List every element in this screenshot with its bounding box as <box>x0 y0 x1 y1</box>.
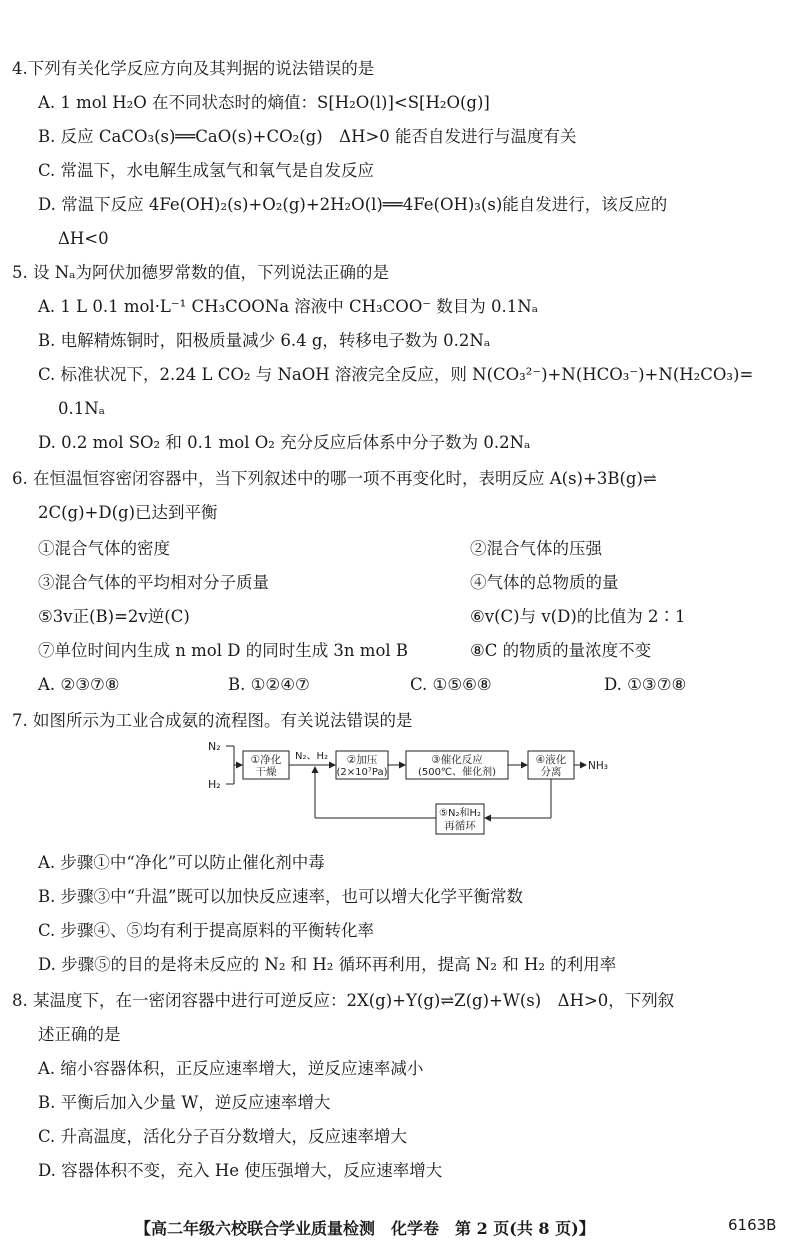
q7-option-a: A. 步骤①中“净化”可以防止催化剂中毒 <box>38 853 325 872</box>
q6-item: ⑤3v正(B)=2v逆(C) <box>38 607 190 626</box>
q6-item: ④气体的总物质的量 <box>470 573 619 592</box>
q5-stem: 5. 设 Nₐ为阿伏加德罗常数的值，下列说法正确的是 <box>12 263 390 282</box>
nh3-label: NH₃ <box>588 760 608 772</box>
step4-label: ④液化 <box>535 754 567 766</box>
q8-option-a: A. 缩小容器体积，正反应速率增大，逆反应速率减小 <box>38 1059 424 1078</box>
q6-item: ②混合气体的压强 <box>470 539 602 558</box>
n2-label: N₂ <box>208 740 221 753</box>
q7-option-d: D. 步骤⑤的目的是将未反应的 N₂ 和 H₂ 循环再利用，提高 N₂ 和 H₂ 的利用率 <box>38 955 617 974</box>
q4-option-d: D. 常温下反应 4Fe(OH)₂(s)+O₂(g)+2H₂O(l)══4Fe(OH)₃(s)能自发进行，该反应的 <box>38 195 668 214</box>
step2-sublabel: (2×10⁷Pa) <box>336 767 388 778</box>
q8-option-c: C. 升高温度，活化分子百分数增大，反应速率增大 <box>38 1127 408 1146</box>
step3-label: ③催化反应 <box>431 754 483 766</box>
q6-item: ⑦单位时间内生成 n mol D 的同时生成 3n mol B <box>38 641 409 660</box>
q6-stem-cont: 2C(g)+D(g)已达到平衡 <box>38 503 218 522</box>
q5-option-d: D. 0.2 mol SO₂ 和 0.1 mol O₂ 充分反应后体系中分子数为 0.2Nₐ <box>38 433 531 452</box>
q6-choice-c: C. ①⑤⑥⑧ <box>410 675 492 694</box>
step3-sublabel: (500℃、催化剂) <box>417 767 497 778</box>
step2-label: ②加压 <box>346 754 378 766</box>
q5-option-a: A. 1 L 0.1 mol·L⁻¹ CH₃COONa 溶液中 CH₃COO⁻ 数目为 0.1Nₐ <box>38 297 539 316</box>
step5-sublabel: 再循环 <box>444 820 476 832</box>
q7-stem: 7. 如图所示为工业合成氨的流程图。有关说法错误的是 <box>12 711 413 730</box>
page-footer <box>0 1216 800 1242</box>
q8-option-b: B. 平衡后加入少量 W，逆反应速率增大 <box>38 1093 331 1112</box>
q6-item: ⑥v(C)与 v(D)的比值为 2∶1 <box>470 607 686 626</box>
q8-stem-cont: 述正确的是 <box>38 1025 121 1044</box>
q4-option-c: C. 常温下，水电解生成氢气和氧气是自发反应 <box>38 161 375 180</box>
h2-label: H₂ <box>208 778 221 791</box>
q6-choice-a: A. ②③⑦⑧ <box>38 675 120 694</box>
q5-option-c: C. 标准状况下，2.24 L CO₂ 与 NaOH 溶液完全反应，则 N(CO₃²⁻)+N(HCO₃⁻)+N(H₂CO₃)= <box>38 365 754 384</box>
q4-option-d-cont: ΔH<0 <box>58 229 109 248</box>
footer-code: 6163B <box>728 1216 777 1234</box>
q6-choice-d: D. ①③⑦⑧ <box>604 675 687 694</box>
q6-item: ③混合气体的平均相对分子质量 <box>38 573 269 592</box>
q4-stem: 4.下列有关化学反应方向及其判据的说法错误的是 <box>12 59 375 78</box>
q6-choice-b: B. ①②④⑦ <box>228 675 310 694</box>
q8-option-d: D. 容器体积不变，充入 He 使压强增大，反应速率增大 <box>38 1161 443 1180</box>
q8-stem: 8. 某温度下，在一密闭容器中进行可逆反应：2X(g)+Y(g)⇌Z(g)+W(s) ΔH>0，下列叙 <box>12 991 675 1010</box>
q6-stem: 6. 在恒温恒容密闭容器中，当下列叙述中的哪一项不再变化时，表明反应 A(s)+3B(g)⇌ <box>12 469 657 488</box>
q6-item: ⑧C 的物质的量浓度不变 <box>470 641 652 660</box>
q7-option-b: B. 步骤③中“升温”既可以加快反应速率，也可以增大化学平衡常数 <box>38 887 523 906</box>
mix-label: N₂、H₂ <box>295 751 329 762</box>
step1-label: ①净化 <box>250 754 282 766</box>
q5-option-c-cont: 0.1Nₐ <box>58 399 106 418</box>
q7-option-c: C. 步骤④、⑤均有利于提高原料的平衡转化率 <box>38 921 375 940</box>
step4-sublabel: 分离 <box>540 766 562 778</box>
q5-option-b: B. 电解精炼铜时，阳极质量减少 6.4 g，转移电子数为 0.2Nₐ <box>38 331 491 350</box>
footer-title: 【高二年级六校联合学业质量检测 化学卷 第 2 页(共 8 页)】 <box>135 1219 595 1238</box>
ammonia-flow-diagram <box>200 738 610 840</box>
q4-option-a: A. 1 mol H₂O 在不同状态时的熵值：S[H₂O(l)]<S[H₂O(g)] <box>38 93 490 112</box>
q6-item: ①混合气体的密度 <box>38 539 170 558</box>
step1-sublabel: 干燥 <box>255 766 277 778</box>
step5-label: ⑤N₂和H₂ <box>439 808 481 819</box>
q4-option-b: B. 反应 CaCO₃(s)══CaO(s)+CO₂(g) ΔH>0 能否自发进行与温度有关 <box>38 127 577 146</box>
